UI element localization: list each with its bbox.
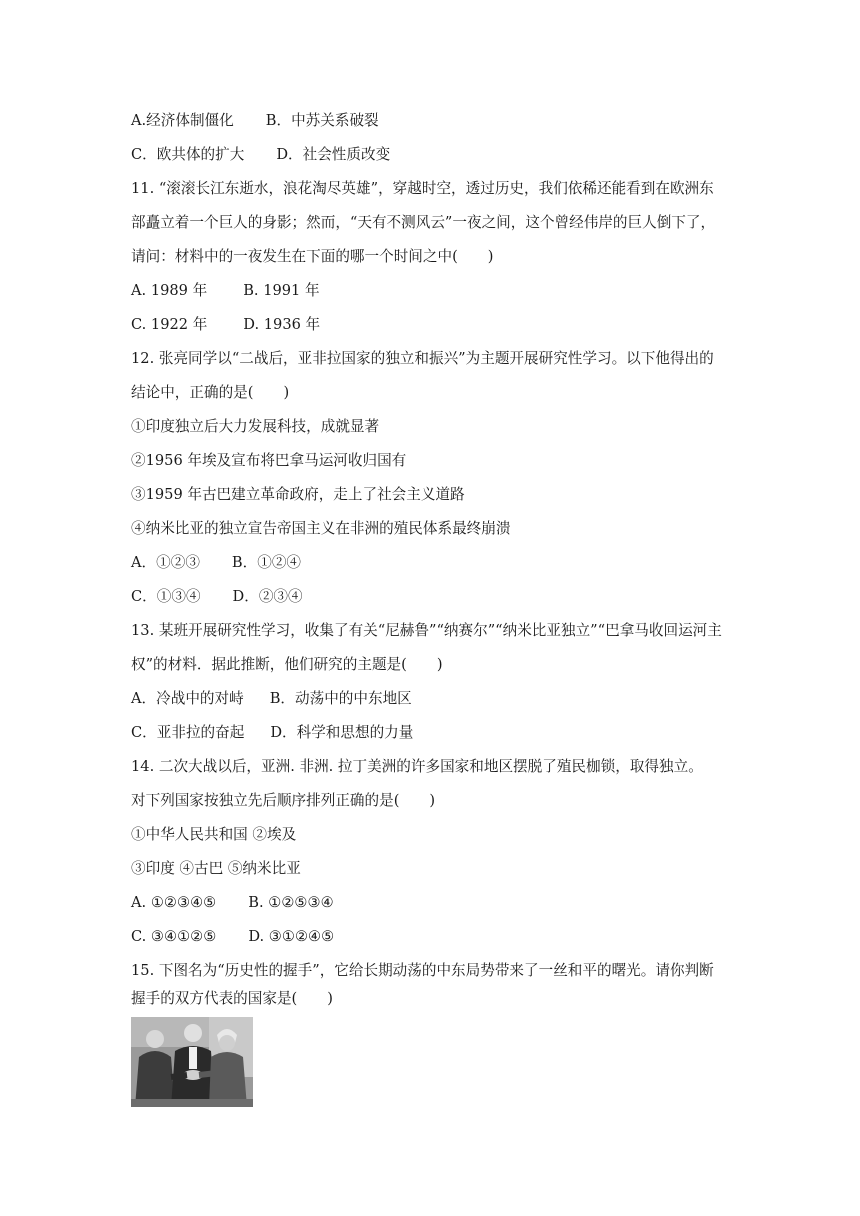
q11-options-row-1 [131,281,741,301]
q14-statement-2: ③印度 ④古巴 ⑤纳米比亚 [131,860,301,877]
q13-stem-text: 权”的材料．据此推断，他们研究的主题是( [131,656,407,673]
q12-statement-4: ④纳米比亚的独立宣告帝国主义在非洲的殖民体系最终崩溃 [131,520,511,537]
q11-stem-line-3 [131,247,741,267]
q13-paren-close: ) [436,656,443,673]
q14-option-a: A. ①②③④⑤ [131,894,217,911]
q13-option-d: D．科学和思想的力量 [270,724,414,741]
q13-stem-line-1: 13. 某班开展研究性学习，收集了有关“尼赫鲁”“纳赛尔”“纳米比亚独立”“巴拿马收回运河主 [131,622,722,639]
q11-stem-line-2: 部矗立着一个巨人的身影；然而，“天有不测风云”一夜之间，这个曾经伟岸的巨人倒下了， [131,214,716,231]
q11-options-row-2 [131,315,741,335]
q15-stem-line-1: 15. 下图名为“历史性的握手”，它给长期动荡的中东局势带来了一丝和平的曙光。请你判断 [131,962,714,979]
q11-option-c: C. 1922 年 [131,316,208,333]
q12-stem-line-2 [131,383,741,403]
q11-option-d: D. 1936 年 [243,316,321,333]
q12-option-b: B．①②④ [231,554,302,571]
q13-option-c: C．亚非拉的奋起 [131,724,245,741]
q10-option-b: B．中苏关系破裂 [265,112,379,129]
q10-options-row-1 [131,111,741,131]
q12-options-row-2 [131,587,741,607]
q12-statement-3: ③1959 年古巴建立革命政府，走上了社会主义道路 [131,486,465,503]
q13-option-a: A．冷战中的对峙 [131,690,244,707]
q12-statement-2: ②1956 年埃及宣布将巴拿马运河收归国有 [131,452,407,469]
q14-options-row-2 [131,927,741,947]
q14-options-row-1 [131,893,741,913]
q12-option-a: A．①②③ [131,554,200,571]
q10-option-a: A.经济体制僵化 [131,112,234,129]
q12-option-c: C．①③④ [131,588,201,605]
q11-stem-line-1: 11. “滚滚长江东逝水，浪花淘尽英雄”，穿越时空，透过历史，我们依稀还能看到在欧洲东 [131,180,714,197]
q13-options-row-1 [131,689,741,709]
q15-paren-close: ) [327,990,333,1007]
q11-stem-text: 请问：材料中的一夜发生在下面的哪一个时间之中( [131,248,458,265]
q11-option-a: A. 1989 年 [131,282,208,299]
q10-option-d: D．社会性质改变 [276,146,391,163]
q15-stem-text: 握手的双方代表的国家是( [131,990,298,1007]
handshake-photo [131,1017,253,1107]
q12-stem-text: 结论中，正确的是( [131,384,254,401]
q12-option-d: D．②③④ [232,588,303,605]
q13-option-b: B．动荡中的中东地区 [269,690,412,707]
q13-options-row-2 [131,723,741,743]
q12-statement-1: ①印度独立后大力发展科技，成就显著 [131,418,380,435]
q10-option-c: C．欧共体的扩大 [131,146,245,163]
q14-option-c: C. ③④①②⑤ [131,928,217,945]
q11-option-b: B. 1991 年 [243,282,320,299]
q14-stem-text: 对下列国家按独立先后顺序排列正确的是( [131,792,400,809]
q12-options-row-1 [131,553,741,573]
q14-statement-1: ①中华人民共和国 ②埃及 [131,826,297,843]
q11-paren-close: ) [487,248,494,265]
q14-option-d: D. ③①②④⑤ [248,928,335,945]
q15-stem-line-2 [131,989,741,1009]
q14-paren-close: ) [429,792,436,809]
q14-stem-line-1: 14. 二次大战以后，亚洲. 非洲. 拉丁美洲的许多国家和地区摆脱了殖民枷锁，取得独立。 [131,758,703,775]
q10-options-row-2 [131,145,741,165]
q12-stem-line-1: 12. 张亮同学以“二战后，亚非拉国家的独立和振兴”为主题开展研究性学习。以下他得出的 [131,350,714,367]
q12-paren-close: ) [283,384,290,401]
q14-stem-line-2 [131,791,741,811]
q14-option-b: B. ①②⑤③④ [248,894,334,911]
q13-stem-line-2 [131,655,741,675]
